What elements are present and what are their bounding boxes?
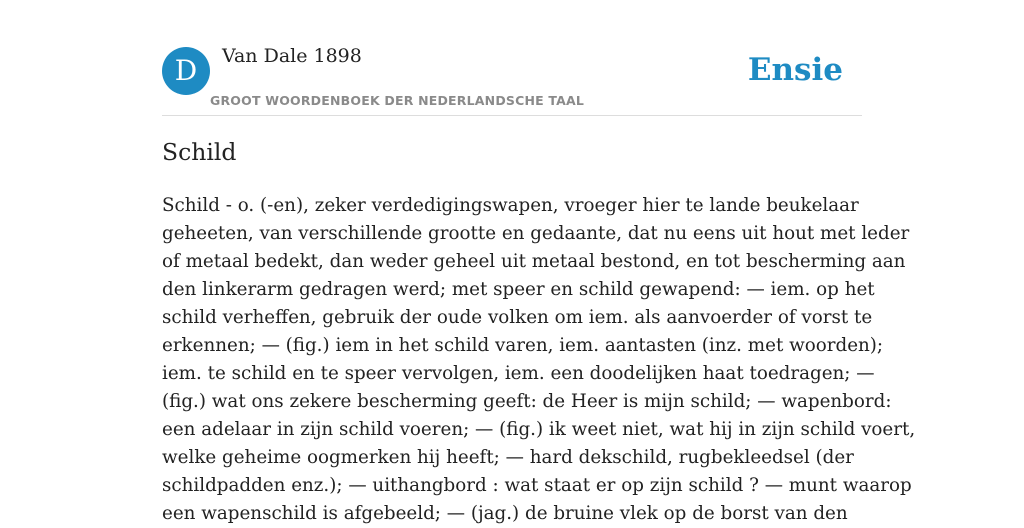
definition-line: Schild - o. (-en), zeker verdedigingswapen, vroeger hier te lande beukelaar [162,195,859,216]
dictionary-subtitle: GROOT WOORDENBOEK DER NEDERLANDSCHE TAAL [210,93,585,108]
definition-line: den linkerarm gedragen werd; met speer en schild gewapend: — iem. op het [162,279,875,300]
dictionary-title[interactable]: Van Dale 1898 [222,45,362,67]
dictionary-avatar[interactable]: D [162,47,210,95]
definition-line: iem. te schild en te speer vervolgen, iem. een doodelijken haat toedragen; — [162,363,875,384]
entry-definition [162,192,916,528]
definition-line: schildpadden enz.); — uithangbord : wat staat er op zijn schild ? — munt waarop [162,475,912,496]
definition-line: een adelaar in zijn schild voeren; — (fig.) ik weet niet, wat hij in zijn schild voert, [162,419,916,440]
definition-line: welke geheime oogmerken hij heeft; — hard dekschild, rugbekleedsel (der [162,447,854,468]
definition-line: of metaal bedekt, dan weder geheel uit metaal bestond, en tot bescherming aan [162,251,906,272]
entry-headword: Schild [162,138,237,166]
dictionary-header [162,0,862,116]
ensie-logo-link[interactable]: Ensie [747,52,843,88]
definition-line: een wapenschild is afgebeeld; — (jag.) de bruine vlek op de borst van den [162,503,848,524]
definition-line: geheeten, van verschillende grootte en gedaante, dat nu eens uit hout met leder [162,223,910,244]
definition-line: schild verheffen, gebruik der oude volken om iem. als aanvoerder of vorst te [162,307,873,328]
definition-line: (fig.) wat ons zekere bescherming geeft: de Heer is mijn schild; — wapenbord: [162,391,892,412]
definition-line: erkennen; — (fig.) iem in het schild varen, iem. aantasten (inz. met woorden); [162,335,884,356]
